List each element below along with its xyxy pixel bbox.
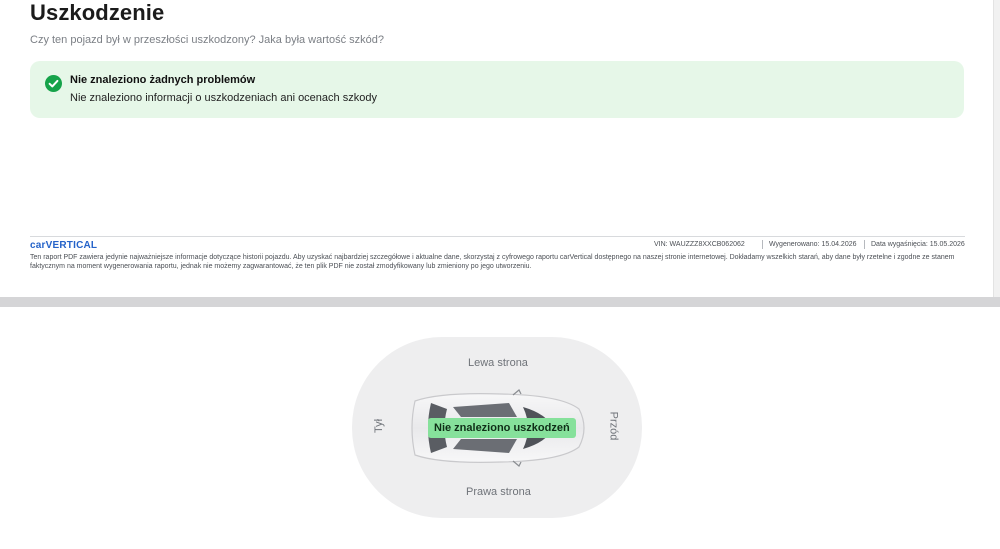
section-subtitle: Czy ten pojazd był w przeszłości uszkodzony? Jaka była wartość szkód? xyxy=(30,34,384,46)
right-side-label: Prawa strona xyxy=(466,486,531,498)
no-problems-alert xyxy=(30,61,964,118)
watermark-logo: otomoto xyxy=(10,515,90,537)
front-label: Przód xyxy=(607,411,620,441)
alert-title: Nie znaleziono żadnych problemów xyxy=(70,74,256,86)
disclaimer-text: Ten raport PDF zawiera jedynie najważniejsze informacje dotyczące historii pojazdu. Aby uzyskać najbardziej szczegółowe i aktualne dane, skorzystaj z cyfrowego raportu carVertical dostępnego na naszej stronie internetowej. Dokładamy wszelkich starań, aby dane były rzetelne i zgodne ze stanem faktycznym na moment wygenerowania raportu, jednak nie możemy zagwarantować, że ten plik PDF nie został zmodyfikowany lub zmieniony po jego utworzeniu. xyxy=(30,254,955,270)
page-break xyxy=(0,297,1000,307)
meta-separator xyxy=(864,240,865,249)
vin-text: VIN: WAUZZZ8XXCB062062 xyxy=(654,241,745,248)
damage-map-page xyxy=(0,307,994,549)
left-side-label: Lewa strona xyxy=(468,357,528,369)
check-circle-icon xyxy=(45,75,62,92)
alert-description: Nie znaleziono informacji o uszkodzeniach ani ocenach szkody xyxy=(70,92,377,104)
expiry-date: Data wygaśnięcia: 15.05.2026 xyxy=(871,241,965,248)
footer-divider xyxy=(30,236,965,237)
rear-label: Tył xyxy=(373,418,386,434)
carvertical-logo: carVERTICAL xyxy=(30,240,98,251)
scrollbar-track[interactable] xyxy=(993,0,1000,297)
section-title: Uszkodzenie xyxy=(30,0,165,25)
no-damage-status: Nie znaleziono uszkodzeń xyxy=(428,418,576,438)
generated-date: Wygenerowano: 15.04.2026 xyxy=(769,241,857,248)
meta-separator xyxy=(762,240,763,249)
